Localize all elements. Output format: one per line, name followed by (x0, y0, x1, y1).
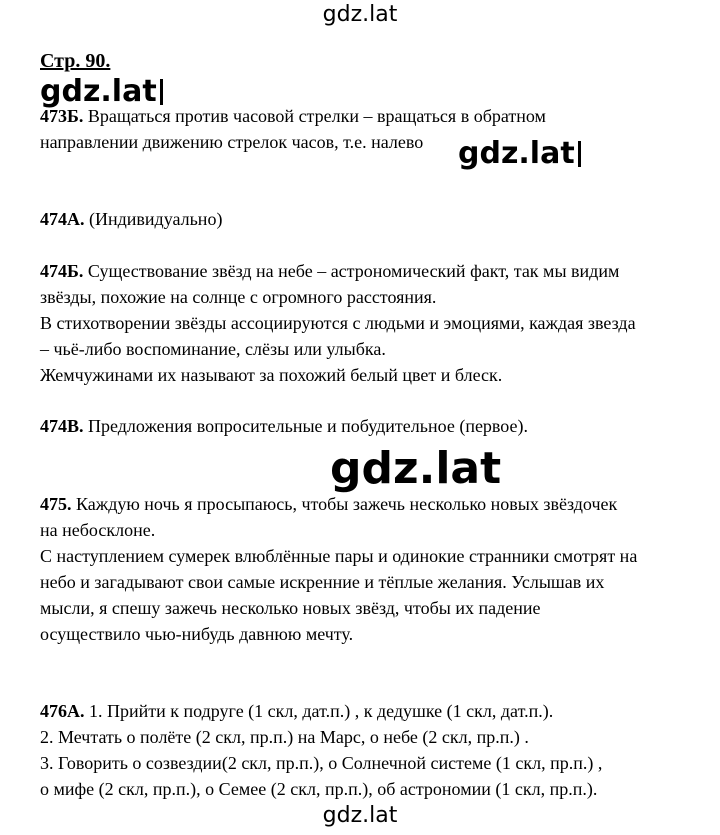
section-text: Предложения вопросительные и побудительное (первое). (83, 416, 529, 436)
section-label: 473Б. (40, 106, 84, 126)
section-475 (40, 491, 705, 647)
section-line: осуществило чью-нибудь давнюю мечту. (40, 624, 354, 644)
section-line (40, 103, 705, 129)
section-line: на небосклоне. (40, 520, 156, 540)
section-line (40, 491, 705, 517)
section-line: Жемчужинами их называют за похожий белый цвет и блеск. (40, 365, 503, 385)
section-line (40, 698, 705, 724)
section-474b (40, 258, 705, 388)
section-line: В стихотворении звёзды ассоциируются с людьми и эмоциями, каждая звезда (40, 313, 636, 333)
section-line (40, 413, 705, 439)
watermark-overlay-2 (458, 136, 581, 171)
section-text: Каждую ночь я просыпаюсь, чтобы зажечь несколько новых звёздочек (71, 494, 618, 514)
section-line: 3. Говорить о созвездии(2 скл, пр.п.), о Солнечной системе (1 скл, пр.п.) , (40, 753, 603, 773)
page-header: Стр. 90. (40, 50, 111, 72)
section-text: Существование звёзд на небе – астрономический факт, так мы видим (83, 261, 620, 281)
section-line: – чьё-либо воспоминание, слёзы или улыбка. (40, 339, 386, 359)
cursor-bar (578, 141, 581, 167)
watermark-top: gdz.lat (322, 2, 398, 27)
section-line: о мифе (2 скл, пр.п.), о Семее (2 скл, пр.п.), об астрономии (1 скл, пр.п.). (40, 779, 598, 799)
section-text: Вращаться против часовой стрелки – вращаться в обратном (83, 106, 546, 126)
watermark-large: gdz.lat (330, 443, 502, 494)
section-label: 476А. (40, 701, 85, 721)
section-line (40, 258, 705, 284)
section-label: 474А. (40, 209, 85, 229)
section-473b (40, 103, 705, 155)
section-line: звёзды, похожие на солнце с огромного расстояния. (40, 287, 437, 307)
section-label: 474Б. (40, 261, 84, 281)
section-line: мысли, я спешу зажечь несколько новых звёзд, чтобы их падение (40, 598, 541, 618)
cursor-bar (160, 79, 163, 105)
section-474a (40, 206, 705, 232)
watermark-bottom: gdz.lat (322, 803, 398, 828)
section-line: направлении движению стрелок часов, т.е. налево (40, 132, 424, 152)
section-line: С наступлением сумерек влюблённые пары и одинокие странники смотрят на (40, 546, 638, 566)
section-text: 1. Прийти к подруге (1 скл, дат.п.) , к дедушке (1 скл, дат.п.). (84, 701, 554, 721)
section-line (40, 206, 705, 232)
watermark-text: gdz.lat (40, 74, 157, 109)
section-label: 474В. (40, 416, 84, 436)
watermark-text: gdz.lat (458, 136, 575, 171)
section-text: (Индивидуально) (84, 209, 223, 229)
section-line: 2. Мечтать о полёте (2 скл, пр.п.) на Марс, о небе (2 скл, пр.п.) . (40, 727, 529, 747)
section-474v (40, 413, 705, 439)
section-476a (40, 698, 705, 802)
section-label: 475. (40, 494, 72, 514)
section-line: небо и загадывают свои самые искренние и тёплые желания. Услышав их (40, 572, 605, 592)
